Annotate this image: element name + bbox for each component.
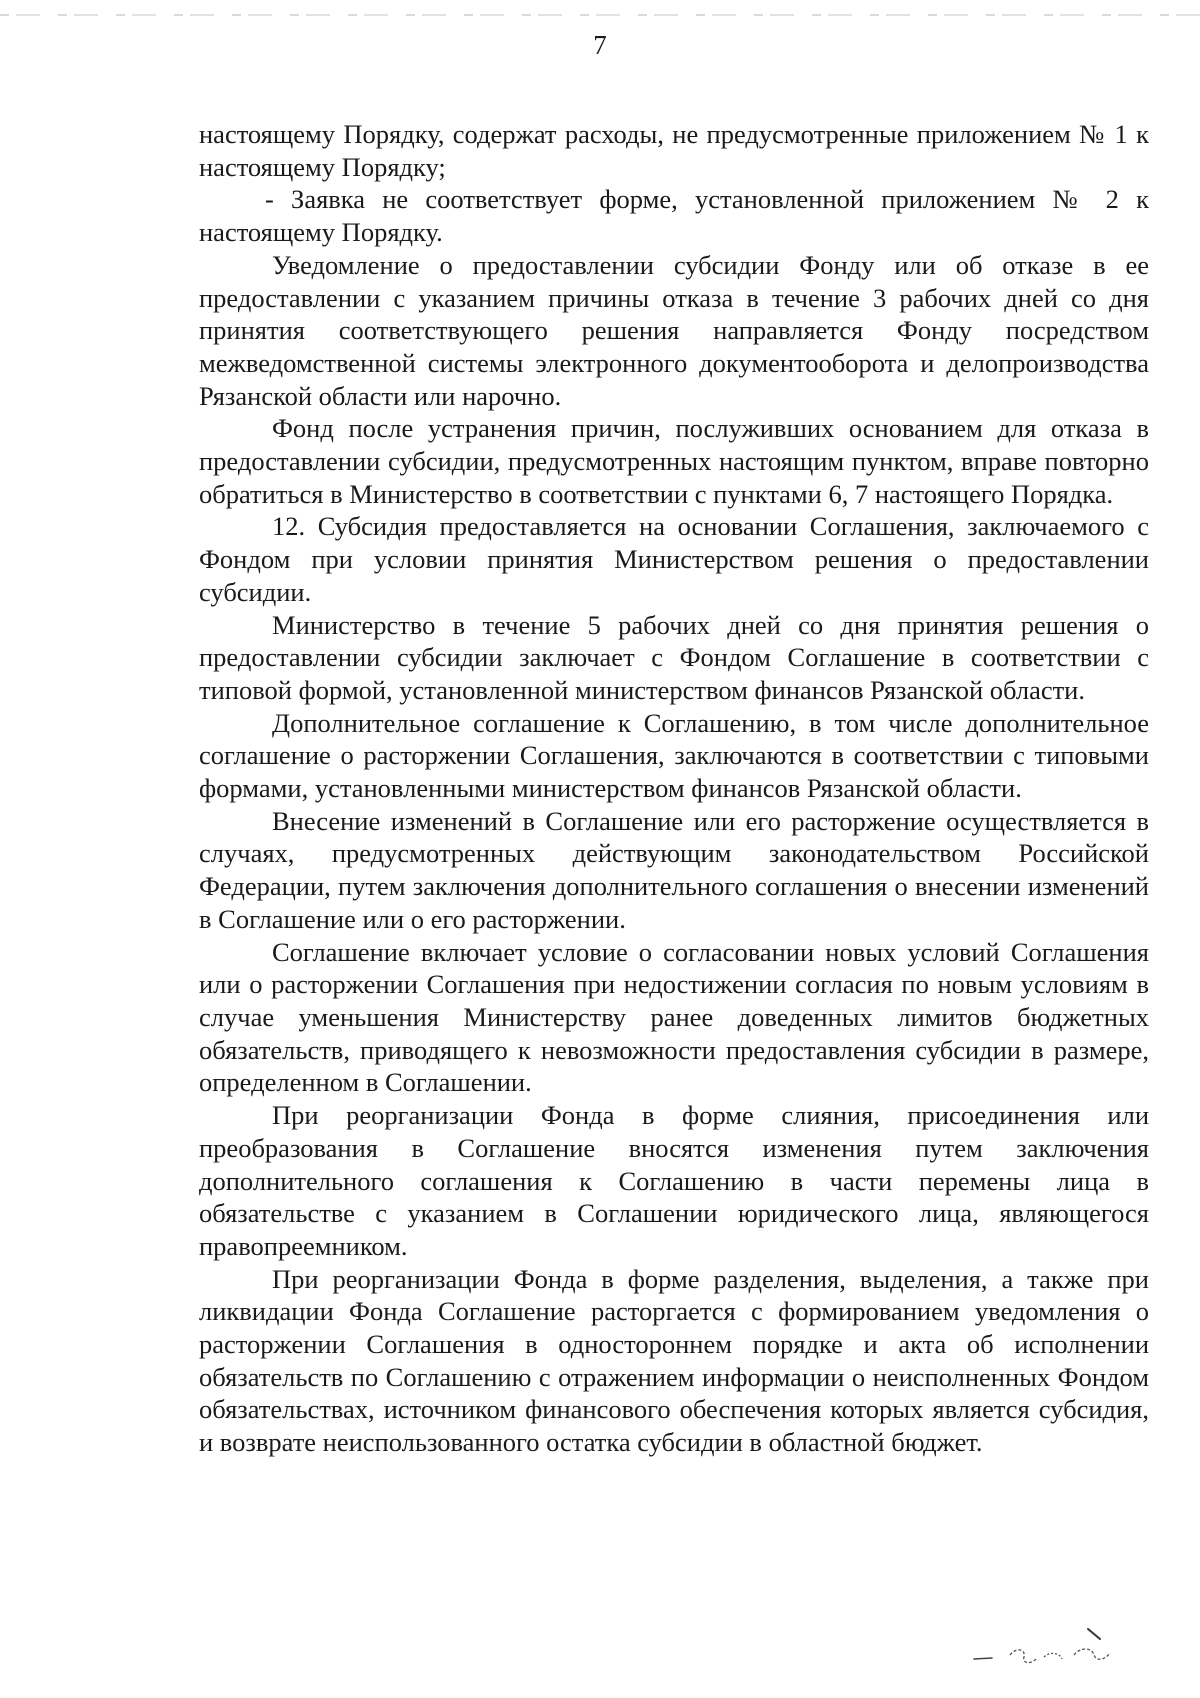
paragraph: Министерство в течение 5 рабочих дней со дня принятия решения о предоставлении субсидии заключает с Фондом Соглашение в соответствии с типовой формой, установленной министерством финансов Рязанской области. (199, 609, 1149, 705)
scan-artifact-line (0, 14, 1200, 16)
paragraph: При реорганизации Фонда в форме разделения, выделения, а также при ликвидации Фонда Соглашение расторгается с формированием уведомления о расторжении Соглашения в одностороннем порядке и акта об исполнении обязательств по Соглашению с отражением информации о неисполненных Фондом обязательствах, источником финансового обеспечения которых является субсидия, и возврате неиспользованного остатка субсидии в областной бюджет. (199, 1263, 1149, 1458)
paragraph-numbered-clause: 12. Субсидия предоставляется на основании Соглашения, заключаемого с Фондом при условии принятия Министерством решения о предоставлении субсидии. (199, 511, 1149, 607)
paragraph: Фонд после устранения причин, послуживших основанием для отказа в предоставлении субсидии, предусмотренных настоящим пунктом, вправе повторно обратиться в Министерство в соответствии с пунктами 6, 7 настоящего Порядка. (199, 413, 1149, 509)
paragraph-continuation: настоящему Порядку, содержат расходы, не предусмотренные приложением № 1 к настоящему Порядку; (199, 119, 1149, 182)
paragraph: Соглашение включает условие о согласовании новых условий Соглашения или о расторжении Соглашения при недостижении согласия по новым условиям в случае уменьшения Министерству ранее доведенных лимитов бюджетных обязательств, приводящего к невозможности предоставления субсидии в размере, определенном в Соглашении. (199, 936, 1149, 1098)
paragraph-list-item: - Заявка не соответствует форме, установленной приложением № 2 к настоящему Порядку. (199, 184, 1149, 248)
page-number: 7 (593, 30, 607, 60)
initials-mark (970, 1625, 1130, 1675)
paragraph: Дополнительное соглашение к Соглашению, в том числе дополнительное соглашение о расторжении Соглашения, заключаются в соответствии с типовыми формами, установленными министерством финансов Рязанской области. (199, 707, 1149, 804)
paragraph: Уведомление о предоставлении субсидии Фонду или об отказе в ее предоставлении с указанием причины отказа в течение 3 рабочих дней со дня принятия соответствующего решения направляется Фонду посредством межведомственной системы электронного документооборота и делопроизводства Рязанской области или нарочно. (199, 249, 1149, 411)
paragraph: Внесение изменений в Соглашение или его расторжение осуществляется в случаях, предусмотренных действующим законодательством Российской Федерации, путем заключения дополнительного соглашения о внесении изменений в Соглашение или о его расторжении. (199, 805, 1149, 934)
document-body (199, 118, 1149, 1459)
paragraph: При реорганизации Фонда в форме слияния, присоединения или преобразования в Соглашение вносятся изменения путем заключения дополнительного соглашения к Соглашению в части перемены лица в обязательстве с указанием в Соглашении юридического лица, являющегося правопреемником. (199, 1100, 1149, 1261)
